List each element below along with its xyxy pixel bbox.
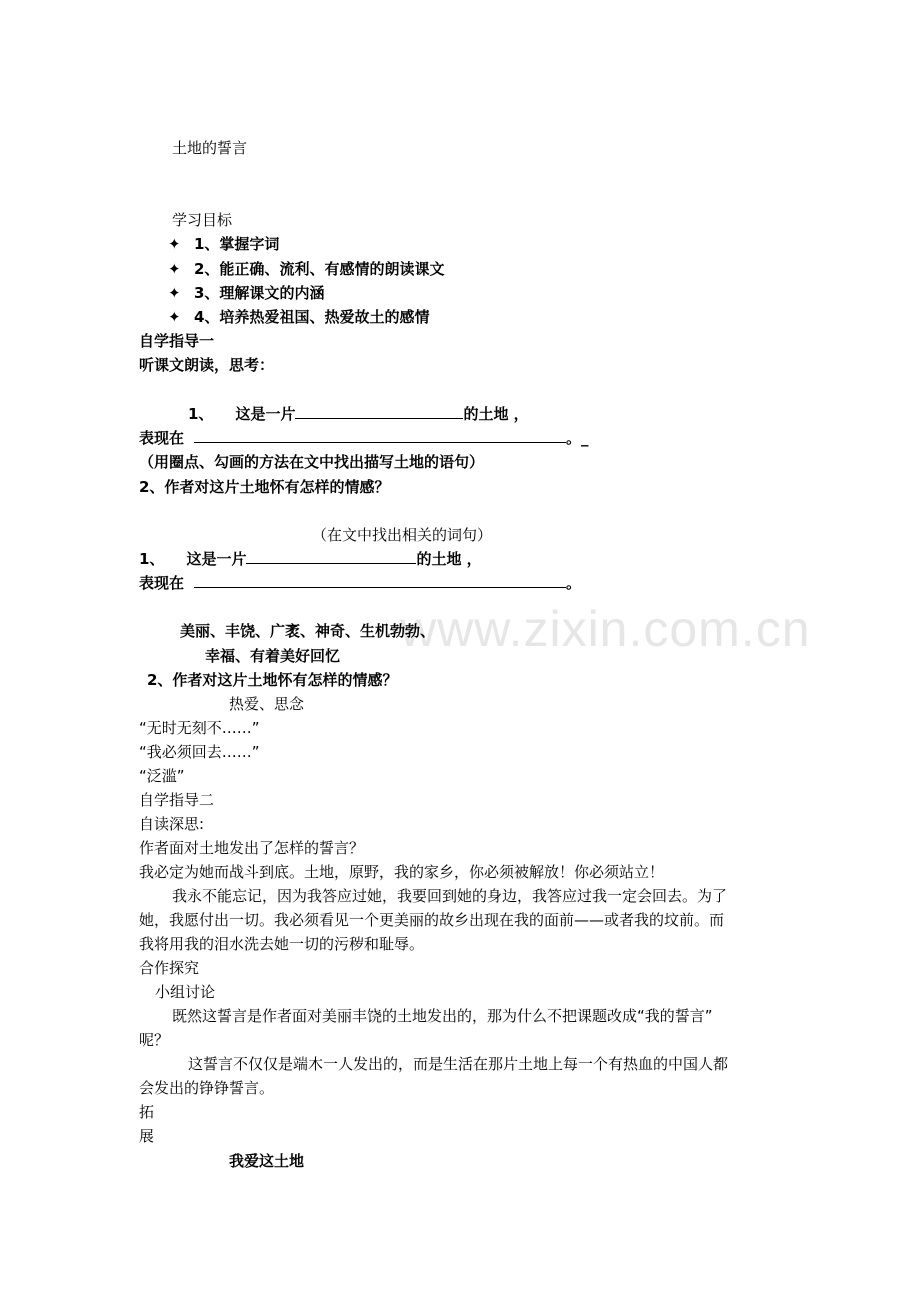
quote-3: “泛滥” — [139, 767, 185, 785]
guide1-note: （用圈点、勾画的方法在文中找出描写土地的语句） — [139, 453, 485, 471]
guide2-heading: 自学指导二 — [139, 791, 215, 809]
guide2-line: 我必定为她而战斗到底。土地，原野，我的家乡，你必须被解放！你必须站立！ — [139, 863, 665, 881]
extension-title: 我爱这土地 — [229, 1152, 305, 1170]
objective-text: 3、理解课文的内涵 — [194, 284, 325, 302]
coop-answer-line: 会发出的铮铮誓言。 — [139, 1079, 275, 1097]
star-bullet-icon: ✦ — [168, 260, 181, 278]
question-1 — [188, 404, 529, 424]
show-line — [139, 428, 589, 448]
coop-sub: 小组讨论 — [155, 983, 216, 1001]
quote-1: “无时无刻不……” — [139, 719, 260, 737]
objective-text: 4、培养热爱祖国、热爱故土的感情 — [194, 308, 430, 326]
question-number: 1、 — [139, 550, 165, 568]
question-text: 的土地 ， — [416, 550, 482, 568]
answer-words-2: 幸福、有着美好回忆 — [205, 647, 341, 665]
quote-2: “我必须回去……” — [139, 743, 260, 761]
objective-text: 1、掌握字词 — [194, 235, 280, 253]
guide1-note-2: （在文中找出相关的词句） — [312, 526, 493, 544]
coop-question-line: 呢？ — [139, 1031, 170, 1049]
objective-item — [168, 307, 429, 327]
show-end: 。 — [566, 574, 582, 592]
review-show-line — [139, 573, 581, 593]
answer-blank[interactable] — [194, 573, 566, 588]
star-bullet-icon: ✦ — [168, 308, 181, 326]
guide2-question: 作者面对土地发出了怎样的誓言？ — [139, 839, 365, 857]
objectives-heading: 学习目标 — [172, 211, 233, 229]
guide2-paragraph-line: 她，我愿付出一切。我必须看见一个更美丽的故乡出现在我的面前——或者我的坟前。而 — [139, 911, 725, 929]
objective-item — [168, 259, 444, 279]
coop-heading: 合作探究 — [139, 959, 200, 977]
star-bullet-icon: ✦ — [168, 284, 181, 302]
star-bullet-icon: ✦ — [168, 235, 181, 253]
page-title: 土地的誓言 — [172, 139, 248, 157]
extension-char-1: 拓 — [139, 1103, 155, 1121]
answer-blank[interactable] — [295, 404, 463, 419]
question-number: 1、 — [188, 405, 214, 423]
coop-answer-line: 这誓言不仅仅是端木一人发出的，而是生活在那片土地上每一个有热血的中国人都 — [188, 1055, 729, 1073]
guide1-question-2: 2、作者对这片土地怀有怎样的情感？ — [139, 478, 390, 496]
question-text: 这是一片 — [186, 550, 247, 568]
answer-words-1: 美丽、丰饶、广袤、神奇、生机勃勃、 — [180, 622, 436, 640]
guide2-paragraph-line: 我永不能忘记，因为我答应过她，我要回到她的身边，我答应过我一定会回去。为了 — [172, 887, 728, 905]
watermark: www.zixin.com.cn — [400, 601, 811, 657]
question-text: 的土地 ， — [463, 405, 529, 423]
review-question-1 — [139, 549, 482, 569]
show-end: 。_ — [566, 429, 589, 447]
guide1-instruction: 听课文朗读，思考： — [139, 356, 275, 374]
answer-blank[interactable] — [194, 428, 566, 443]
answer-emotion: 热爱、思念 — [229, 695, 305, 713]
extension-char-2: 展 — [139, 1127, 155, 1145]
show-label: 表现在 — [139, 429, 185, 447]
question-text: 这是一片 — [235, 405, 296, 423]
objective-item — [168, 234, 279, 254]
show-label: 表现在 — [139, 574, 185, 592]
guide2-sub: 自读深思: — [139, 815, 205, 833]
guide2-paragraph-line: 我将用我的泪水洗去她一切的污秽和耻辱。 — [139, 935, 425, 953]
answer-blank[interactable] — [246, 549, 416, 564]
coop-question-line: 既然这誓言是作者面对美丽丰饶的土地发出的，那为什么不把课题改成“我的誓言” — [172, 1007, 713, 1025]
objective-item — [168, 283, 324, 303]
guide1-heading: 自学指导一 — [139, 332, 215, 350]
review-question-2: 2、作者对这片土地怀有怎样的情感？ — [147, 671, 398, 689]
objective-text: 2、能正确、流利、有感情的朗读课文 — [194, 260, 445, 278]
